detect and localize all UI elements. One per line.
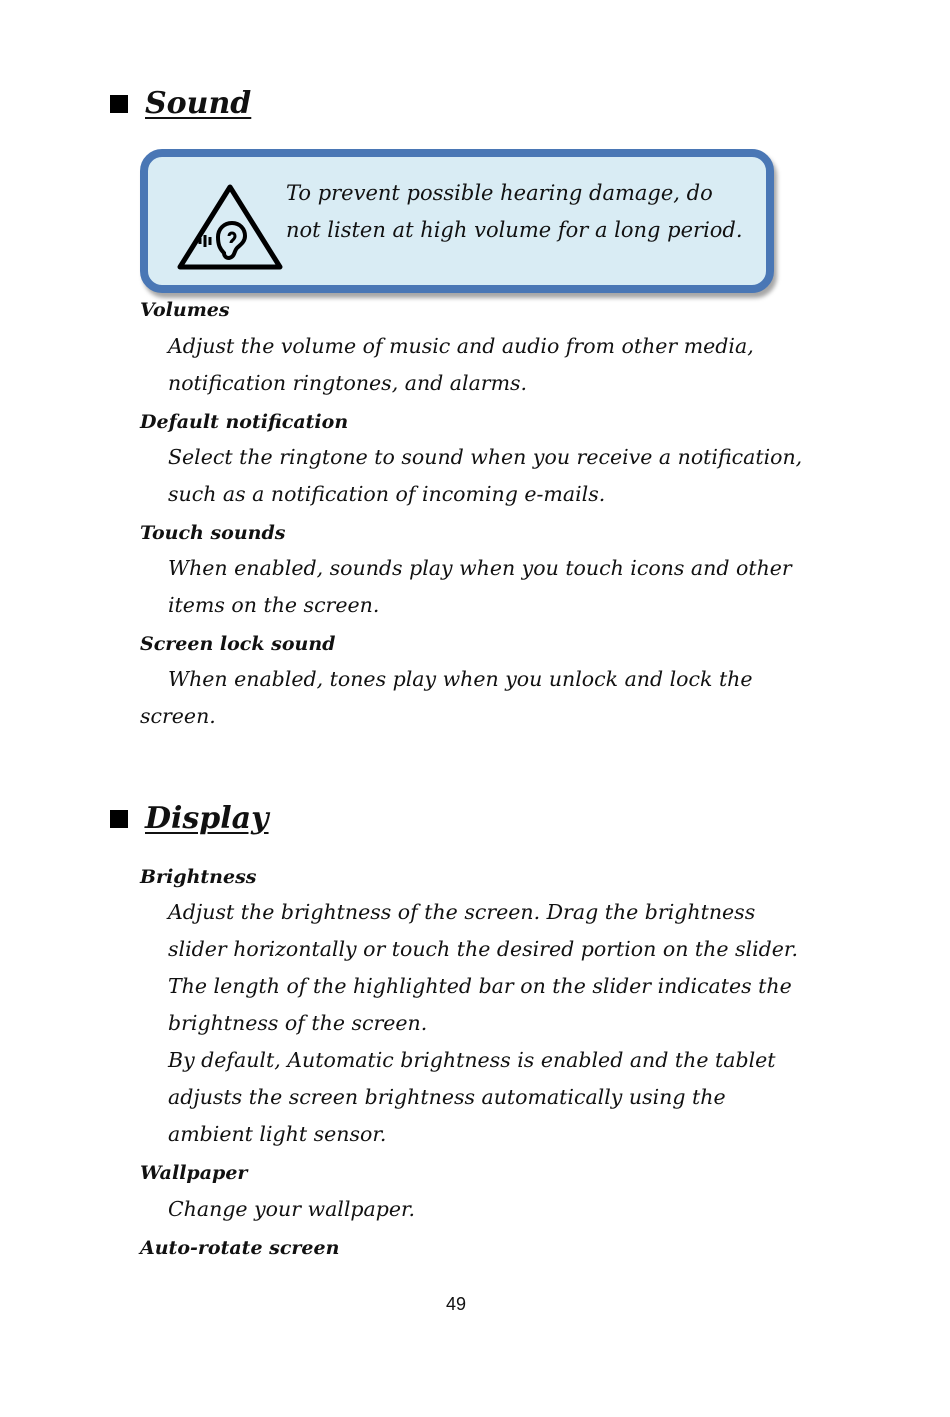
- bullet-square: [110, 810, 128, 828]
- term-touch-sounds: Touch sounds: [140, 522, 286, 544]
- sound-heading: [110, 86, 251, 121]
- desc-default-notification: Select the ringtone to sound when you receive a notification, such as a notification of incoming e-mails.: [168, 445, 803, 506]
- hearing-warning-box: [140, 149, 774, 293]
- term-default-notification: Default notification: [140, 411, 349, 433]
- bullet-square: [110, 95, 128, 113]
- sound-title: Sound: [145, 86, 252, 121]
- hearing-warning-icon: [174, 179, 286, 279]
- term-wallpaper: Wallpaper: [140, 1162, 248, 1184]
- desc-volumes: Adjust the volume of music and audio from other media, notification ringtones, and alarms.: [168, 334, 754, 395]
- term-brightness: Brightness: [140, 866, 257, 888]
- hearing-warning-text: To prevent possible hearing damage, do not listen at high volume for a long period.: [286, 181, 743, 242]
- desc-touch-sounds: When enabled, sounds play when you touch icons and other items on the screen.: [168, 556, 792, 617]
- display-title: Display: [145, 801, 269, 836]
- page-number: 49: [445, 1294, 467, 1314]
- desc-screen-lock-sound: When enabled, tones play when you unlock and lock the screen.: [140, 667, 753, 728]
- display-heading: [110, 801, 269, 836]
- desc-brightness: Adjust the brightness of the screen. Drag the brightness slider horizontally or touch the desired portion on the slider. The length of the highlighted bar on the slider indicates the brightness of the screen.: [168, 900, 798, 1035]
- term-auto-rotate: Auto-rotate screen: [140, 1237, 340, 1259]
- desc-brightness-default: By default, Automatic brightness is enabled and the tablet adjusts the screen brightness automatically using the ambient light sensor.: [168, 1048, 776, 1146]
- term-screen-lock-sound: Screen lock sound: [140, 633, 336, 655]
- desc-wallpaper: Change your wallpaper.: [168, 1197, 416, 1221]
- term-volumes: Volumes: [140, 299, 230, 321]
